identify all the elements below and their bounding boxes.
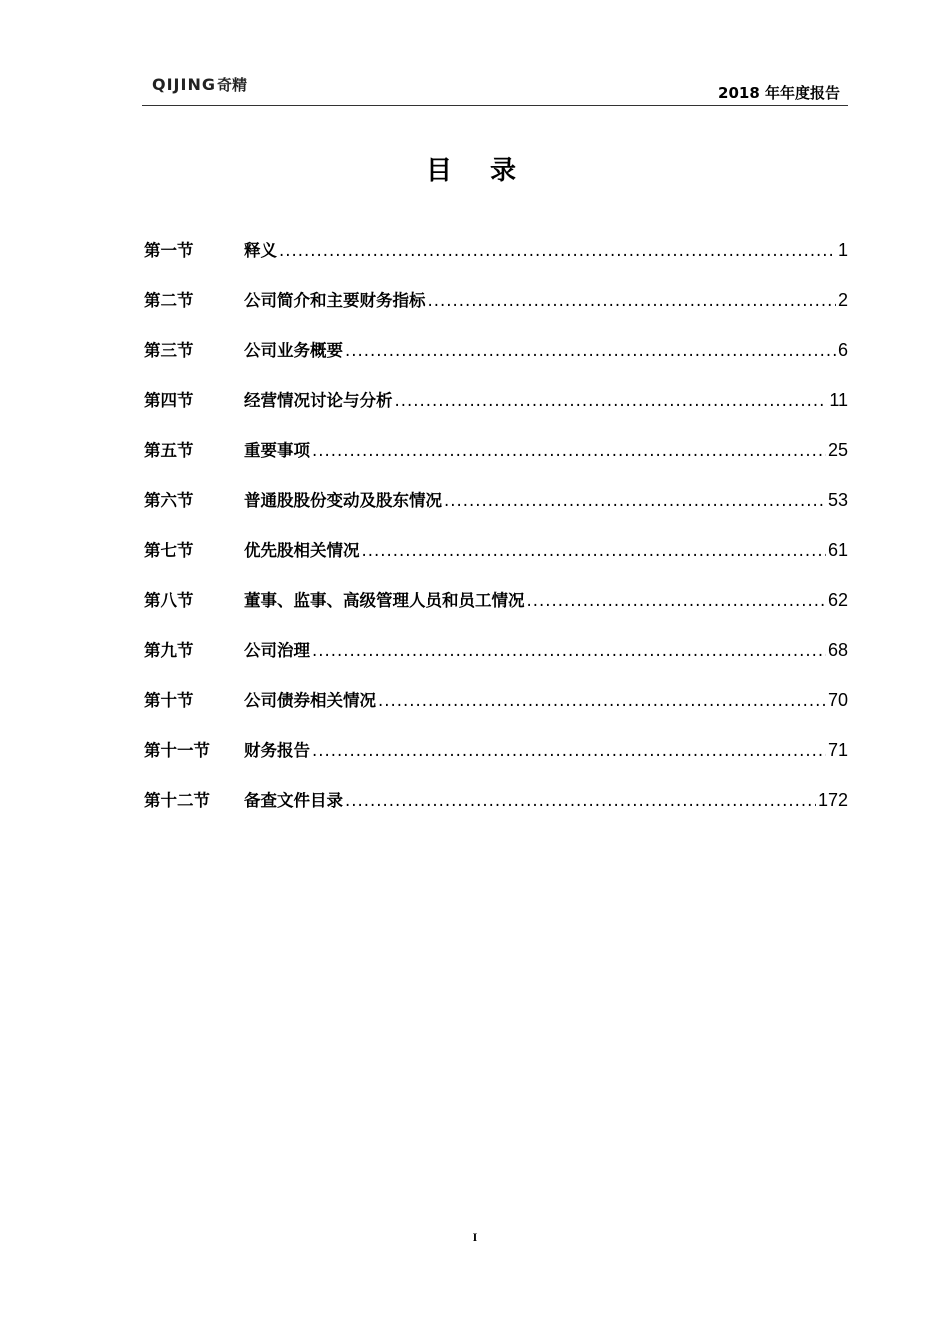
table-of-contents [144,237,848,837]
toc-section-title: 普通股股份变动及股东情况 [244,491,442,510]
toc-section-number: 第九节 [144,641,194,660]
toc-entry[interactable] [144,587,848,637]
toc-page-number: 70 [827,690,848,710]
toc-leader-dots [362,541,826,560]
toc-section-number: 第八节 [144,591,194,610]
page-header [142,70,848,106]
toc-page-number: 25 [827,440,848,460]
page-number: I [472,1230,478,1244]
logo-text-en: QIJING [152,75,216,94]
toc-section-number: 第二节 [144,291,194,310]
toc-section-number: 第一节 [144,241,194,260]
toc-section-number: 第三节 [144,341,194,360]
toc-entry[interactable] [144,737,848,787]
toc-section-title: 重要事项 [244,441,310,460]
toc-leader-dots [312,441,826,460]
toc-entry[interactable] [144,287,848,337]
toc-section-title: 公司简介和主要财务指标 [244,291,426,310]
toc-page-number: 68 [827,640,848,660]
toc-section-title: 公司治理 [244,641,310,660]
toc-section-number: 第十二节 [144,791,210,810]
toc-leader-dots [527,591,826,610]
toc-leader-dots [428,291,836,310]
toc-entry[interactable] [144,787,848,837]
toc-entry[interactable] [144,387,848,437]
toc-entry[interactable] [144,437,848,487]
toc-page-number: 11 [829,390,848,410]
toc-leader-dots [378,691,826,710]
toc-leader-dots [279,241,836,260]
toc-page-number: 62 [827,590,848,610]
toc-entry[interactable] [144,487,848,537]
toc-page-number: 2 [837,290,848,310]
toc-section-number: 第十节 [144,691,194,710]
toc-entry[interactable] [144,687,848,737]
toc-leader-dots [312,741,826,760]
toc-page-number: 6 [837,340,848,360]
toc-page-number: 61 [827,540,848,560]
toc-section-title: 优先股相关情况 [244,541,360,560]
toc-section-title: 财务报告 [244,741,310,760]
toc-section-number: 第七节 [144,541,194,560]
toc-entry[interactable] [144,537,848,587]
toc-entry[interactable] [144,637,848,687]
report-title: 2018 年年度报告 [718,84,840,102]
toc-page-number: 53 [827,490,848,510]
toc-section-number: 第四节 [144,391,194,410]
toc-leader-dots [345,791,816,810]
toc-entry[interactable] [144,337,848,387]
company-logo [152,74,247,95]
toc-leader-dots [395,391,828,410]
toc-leader-dots [345,341,836,360]
toc-section-title: 释义 [244,241,277,260]
toc-section-title: 公司业务概要 [244,341,343,360]
toc-section-number: 第五节 [144,441,194,460]
toc-section-number: 第十一节 [144,741,210,760]
toc-page-number: 71 [827,740,848,760]
toc-section-number: 第六节 [144,491,194,510]
toc-entry[interactable] [144,237,848,287]
toc-page-number: 172 [817,790,848,810]
toc-section-title: 经营情况讨论与分析 [244,391,393,410]
toc-title: 目录 [425,156,554,186]
logo-text-cn: 奇精 [216,76,247,94]
toc-leader-dots [312,641,826,660]
toc-page-number: 1 [837,240,848,260]
toc-section-title: 董事、监事、高级管理人员和员工情况 [244,591,525,610]
toc-section-title: 公司债券相关情况 [244,691,376,710]
toc-section-title: 备查文件目录 [244,791,343,810]
toc-leader-dots [444,491,826,510]
